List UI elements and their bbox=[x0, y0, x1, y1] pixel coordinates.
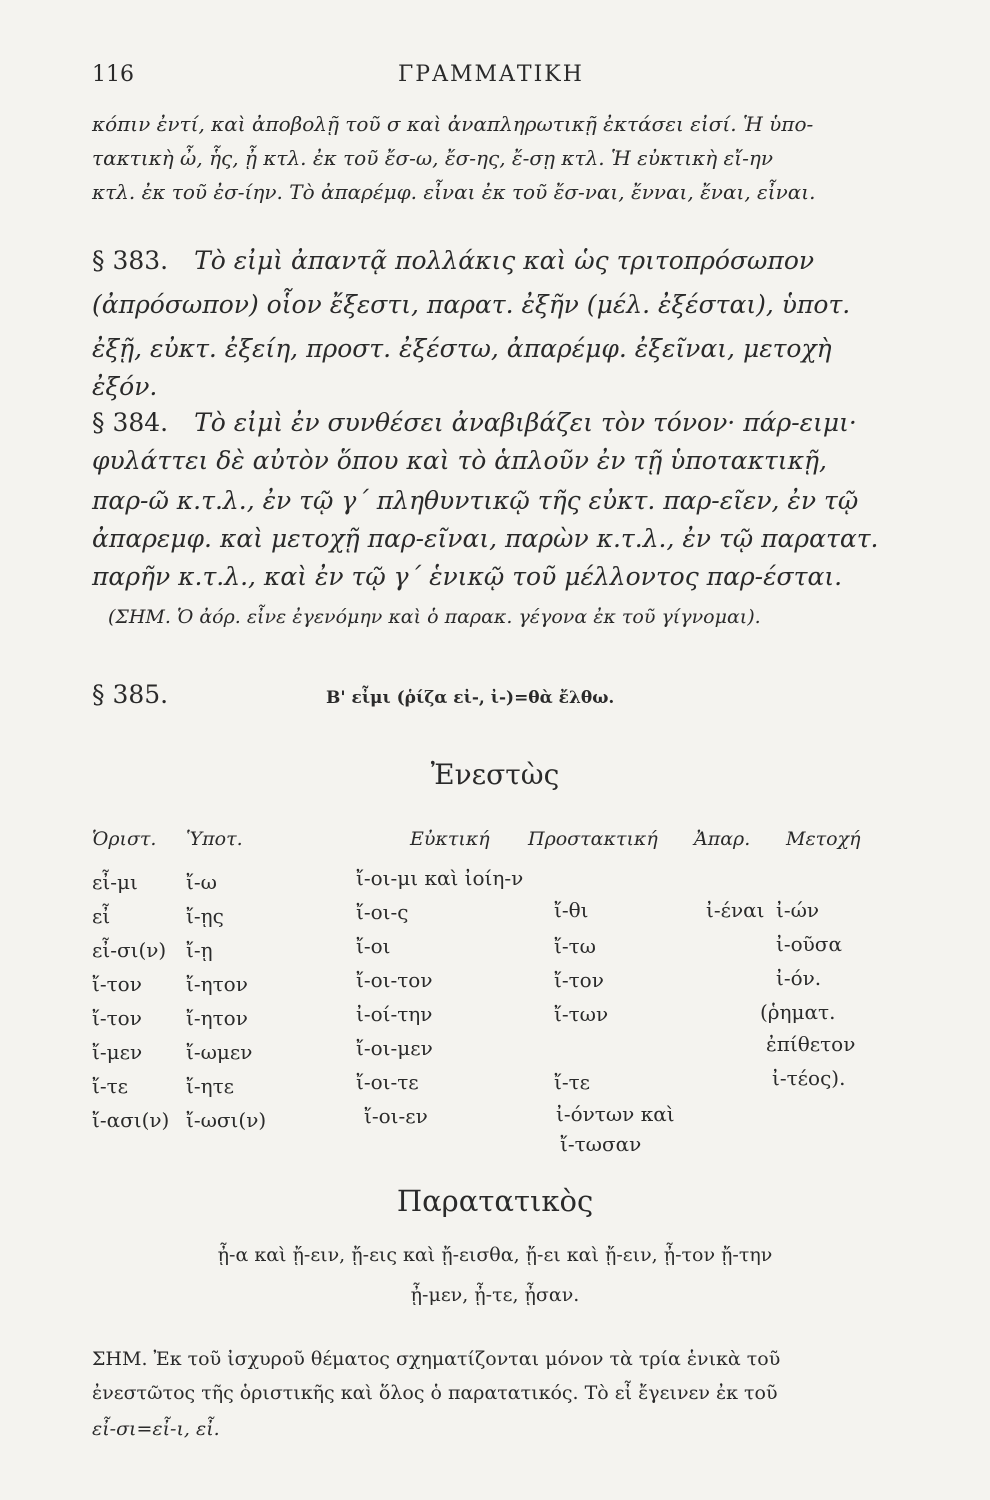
table-cell: ἰ-όντων καὶ bbox=[556, 1102, 675, 1126]
table-cell: ἴ-τον bbox=[554, 968, 604, 992]
col-header: Εὐκτική bbox=[410, 828, 490, 850]
page-number: 116 bbox=[92, 62, 134, 87]
table-cell: ἴ-οι-μι καὶ ἰοίη-ν bbox=[356, 866, 524, 890]
table-cell: εἶ-μι bbox=[92, 870, 138, 894]
table-cell: ἴ-οι-μεν bbox=[356, 1036, 433, 1060]
table-cell: ἴ-ητε bbox=[186, 1074, 235, 1098]
section-384-line: φυλάττει δὲ αὐτὸν ὅπου καὶ τὸ ἁπλοῦν ἐν τῇ ὑποτακτικῇ, bbox=[92, 446, 827, 475]
table-cell: εἶ-σι(ν) bbox=[92, 938, 167, 962]
table-cell: ἴ-τωσαν bbox=[560, 1132, 642, 1156]
table-cell: ἴ-ῃς bbox=[186, 904, 224, 928]
table-cell: εἶ bbox=[92, 904, 111, 928]
running-head: ΓΡΑΜΜΑΤΙΚΗ bbox=[398, 62, 584, 87]
col-header: Μετοχή bbox=[786, 828, 861, 850]
imperfect-line: ᾖ-α καὶ ᾔ-ειν, ᾔ-εις καὶ ᾔ-εισθα, ᾔ-ει καὶ ᾔ-ειν, ᾖ-τον ᾔ-την bbox=[217, 1244, 773, 1266]
section-384-line: παρῆν κ.τ.λ., καὶ ἐν τῷ γ΄ ἑνικῷ τοῦ μέλλοντος παρ-έσται. bbox=[92, 562, 843, 591]
section-number: § 385. bbox=[92, 680, 169, 709]
section-383-line: (ἀπρόσωπον) οἷον ἔξεστι, παρατ. ἐξῆν (μέλ. ἐξέσται), ὑποτ. bbox=[92, 290, 851, 319]
table-cell: ἴ-τω bbox=[554, 934, 596, 958]
section-385-title: Β' εἶμι (ῥίζα εἰ-, ἰ-)=θὰ ἔλθω. bbox=[326, 688, 615, 708]
table-cell: ἴ-τον bbox=[92, 1006, 142, 1030]
col-header: Προστακτική bbox=[528, 828, 658, 850]
section-number: § 383. bbox=[92, 246, 169, 275]
final-note-line: ΣΗΜ. Ἐκ τοῦ ἰσχυροῦ θέματος σχηματίζονται μόνον τὰ τρία ἑνικὰ τοῦ bbox=[92, 1348, 781, 1370]
section-384-line: παρ-ῶ κ.τ.λ., ἐν τῷ γ΄ πληθυντικῷ τῆς εὐκτ. παρ-εῖεν, ἐν τῷ bbox=[92, 486, 859, 515]
table-cell: ἴ-τε bbox=[92, 1074, 129, 1098]
table-cell: ἴ-τον bbox=[92, 972, 142, 996]
section-text: Τὸ εἰμὶ ἐν συνθέσει ἀναβιβάζει τὸν τόνον· πάρ-ειμι· bbox=[194, 408, 857, 437]
table-cell: ἴ-ω bbox=[186, 870, 217, 894]
table-cell: ἴ-ῃ bbox=[186, 938, 213, 962]
col-header: Ἀπαρ. bbox=[694, 828, 751, 850]
table-cell: ἴ-οι-τον bbox=[356, 968, 433, 992]
section-383-line bbox=[92, 246, 814, 275]
intro-line: τακτικὴ ὦ, ἧς, ᾖ κτλ. ἐκ τοῦ ἔσ-ω, ἔσ-ης, ἔ-σῃ κτλ. Ἡ εὐκτικὴ εἴ-ην bbox=[92, 146, 774, 170]
final-note-line: ἐνεστῶτος τῆς ὁριστικῆς καὶ ὅλος ὁ παρατατικός. Τὸ εἶ ἔγεινεν ἐκ τοῦ bbox=[92, 1382, 778, 1404]
table-cell: ἰ-ών bbox=[776, 898, 820, 922]
section-385-line bbox=[92, 680, 168, 709]
final-note-line: εἶ-σι=εἶ-ι, εἶ. bbox=[92, 1418, 220, 1440]
table-cell: (ῥηματ. bbox=[760, 1000, 836, 1024]
table-cell: ἴ-οι-τε bbox=[356, 1070, 419, 1094]
table-cell: ἰ-όν. bbox=[776, 966, 822, 990]
table-cell: ἴ-ωσι(ν) bbox=[186, 1108, 267, 1132]
section-number: § 384. bbox=[92, 408, 169, 437]
table-cell: ἴ-μεν bbox=[92, 1040, 143, 1064]
table-cell: ἴ-ητον bbox=[186, 1006, 248, 1030]
intro-line: κόπιν ἐντί, καὶ ἀποβολῇ τοῦ σ καὶ ἀναπληρωτικῇ ἐκτάσει εἰσί. Ἡ ὑπο- bbox=[92, 112, 814, 136]
page-header bbox=[92, 62, 872, 92]
section-text: Τὸ εἰμὶ ἀπαντᾷ πολλάκις καὶ ὡς τριτοπρόσωπον bbox=[194, 246, 815, 275]
table-cell: ἴ-ητον bbox=[186, 972, 248, 996]
section-383-line: ἐξόν. bbox=[92, 372, 158, 401]
imperfect-line: ᾖ-μεν, ᾖ-τε, ᾖσαν. bbox=[410, 1284, 580, 1306]
table-cell: ἴ-ασι(ν) bbox=[92, 1108, 170, 1132]
imperfect-heading: Παρατατικὸς bbox=[396, 1184, 594, 1218]
section-384-note: (ΣΗΜ. Ὁ ἀόρ. εἶνε ἐγενόμην καὶ ὁ παρακ. γέγονα ἐκ τοῦ γίγνομαι). bbox=[108, 606, 761, 628]
section-384-line: ἀπαρεμφ. καὶ μετοχῇ παρ-εῖναι, παρὼν κ.τ.λ., ἐν τῷ παρατατ. bbox=[92, 524, 879, 553]
table-cell: ἴ-οι-ς bbox=[356, 900, 409, 924]
present-heading: Ἐνεστὼς bbox=[430, 758, 560, 791]
table-cell: ἰ-οί-την bbox=[356, 1002, 433, 1026]
table-cell: ἴ-οι-εν bbox=[364, 1104, 428, 1128]
table-cell: ἐπίθετον bbox=[766, 1032, 856, 1056]
table-cell: ἰ-έναι bbox=[706, 898, 765, 922]
section-383-line: ἐξῇ, εὐκτ. ἐξείη, προστ. ἐξέστω, ἀπαρέμφ. ἐξεῖναι, μετοχὴ bbox=[92, 334, 832, 363]
table-cell: ἴ-θι bbox=[554, 898, 589, 922]
intro-line: κτλ. ἐκ τοῦ ἐσ-ίην. Τὸ ἀπαρέμφ. εἶναι ἐκ τοῦ ἔσ-ναι, ἔνναι, ἔναι, εἶναι. bbox=[92, 180, 816, 204]
table-cell: ἴ-των bbox=[554, 1002, 609, 1026]
col-header: Ὁριστ. bbox=[92, 828, 157, 850]
table-cell: ἴ-οι bbox=[356, 934, 391, 958]
table-cell: ἴ-ωμεν bbox=[186, 1040, 253, 1064]
table-cell: ἰ-οῦσα bbox=[776, 932, 842, 956]
section-384-line bbox=[92, 408, 857, 437]
table-cell: ἰ-τέος). bbox=[772, 1066, 846, 1090]
table-cell: ἴ-τε bbox=[554, 1070, 591, 1094]
col-header: Ὑποτ. bbox=[186, 828, 243, 850]
